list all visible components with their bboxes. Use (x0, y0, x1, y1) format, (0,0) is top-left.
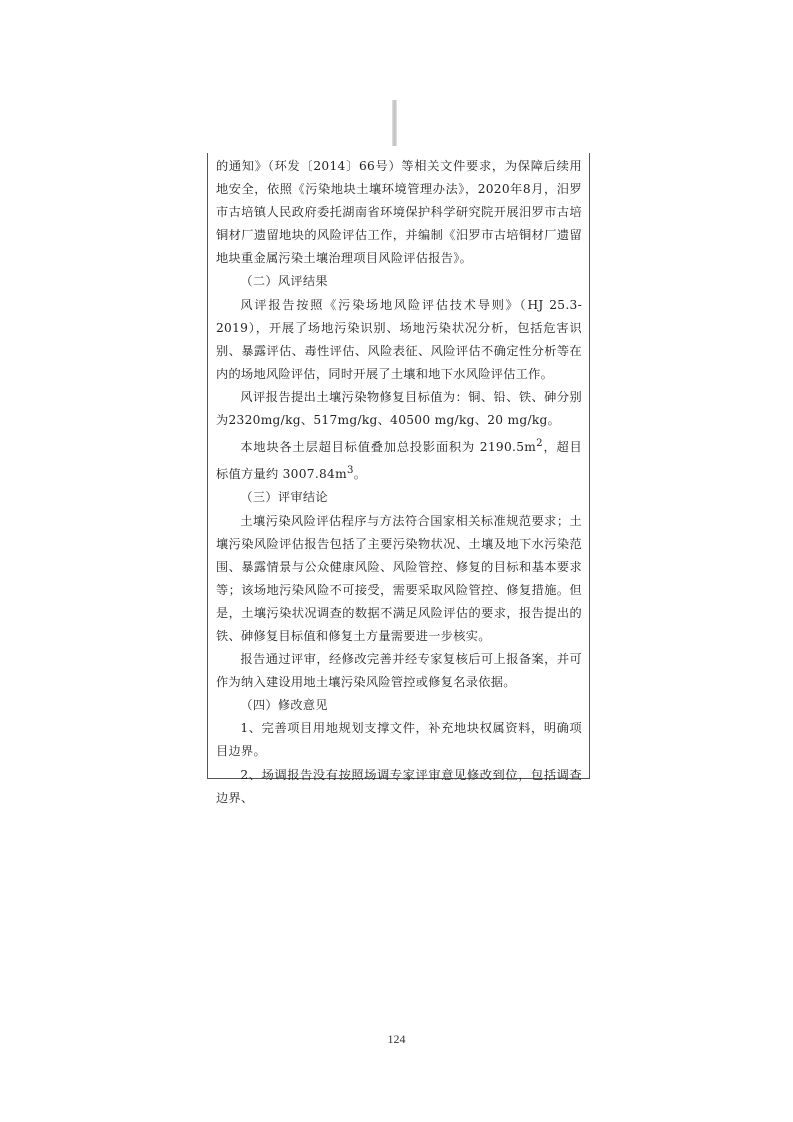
table-cell-frame (207, 153, 590, 805)
area-unit-superscript: 2 (536, 438, 543, 450)
scan-artifact (392, 100, 397, 146)
paragraph-conclusion: 土壤污染风险评估程序与方法符合国家相关标准规范要求；土壤污染风险评估报告包括了主要污染物状况、土壤及地下水污染范围、暴露情景与公众健康风险、风险管控、修复的目标和基本要求等；该场地污染风险不可接受，需要采取风险管控、修复措施。但是，土壤污染状况调查的数据不满足风险评估的要求，报告提出的铁、砷修复目标值和修复土方量需要进一步核实。 (216, 513, 582, 643)
volume-text: ，超目标值方量约 3007.84m (216, 440, 583, 482)
document-body (216, 155, 582, 810)
revision-item-1: 1、完善项目用地规划支撑文件，补充地块权属资料，明确项目边界。 (216, 721, 582, 759)
period: 。 (353, 467, 367, 482)
section-heading-conclusion: （三）评审结论 (240, 490, 328, 505)
paragraph-target-values: 风评报告提出土壤污染物修复目标值为：铜、铅、铁、砷分别为2320mg/kg、517mg/kg、40500 mg/kg、20 mg/kg。 (216, 389, 582, 428)
section-heading-results: （二）风评结果 (240, 274, 328, 289)
paragraph-approval: 报告通过评审，经修改完善并经专家复核后可上报备案，并可作为纳入建设用地土壤污染风险管控或修复名录依据。 (216, 652, 582, 690)
paragraph-risk-guideline: 风评报告按照《污染场地风险评估技术导则》（HJ 25.3-2019），开展了场地污染识别、场地污染状况分析，包括危害识别、暴露评估、毒性评估、风险表征、风险评估不确定性分析等在内的场地风险评估，同时开展了土壤和地下水风险评估工作。 (216, 297, 582, 381)
section-heading-revisions: （四）修改意见 (240, 698, 328, 713)
area-text: 本地块各土层超目标值叠加总投影面积为 2190.5m (240, 440, 537, 455)
page-number: 124 (387, 1032, 406, 1046)
paragraph-intro: 的通知》（环发〔2014〕66号）等相关文件要求，为保障后续用地安全，依照《污染地块土壤环境管理办法》，2020年8月，汨罗市古培镇人民政府委托湖南省环境保护科学研究院开展汨罗市古培铜材厂遗留地块的风险评估工作，并编制《汨罗市古培铜材厂遗留地块重金属污染土壤治理项目风险评估报告》。 (216, 159, 582, 266)
paragraph-area-volume (216, 432, 582, 486)
revision-item-2: 2、场调报告没有按照场调专家评审意见修改到位，包括调查边界、 (216, 767, 582, 805)
volume-unit-superscript: 3 (346, 465, 354, 477)
